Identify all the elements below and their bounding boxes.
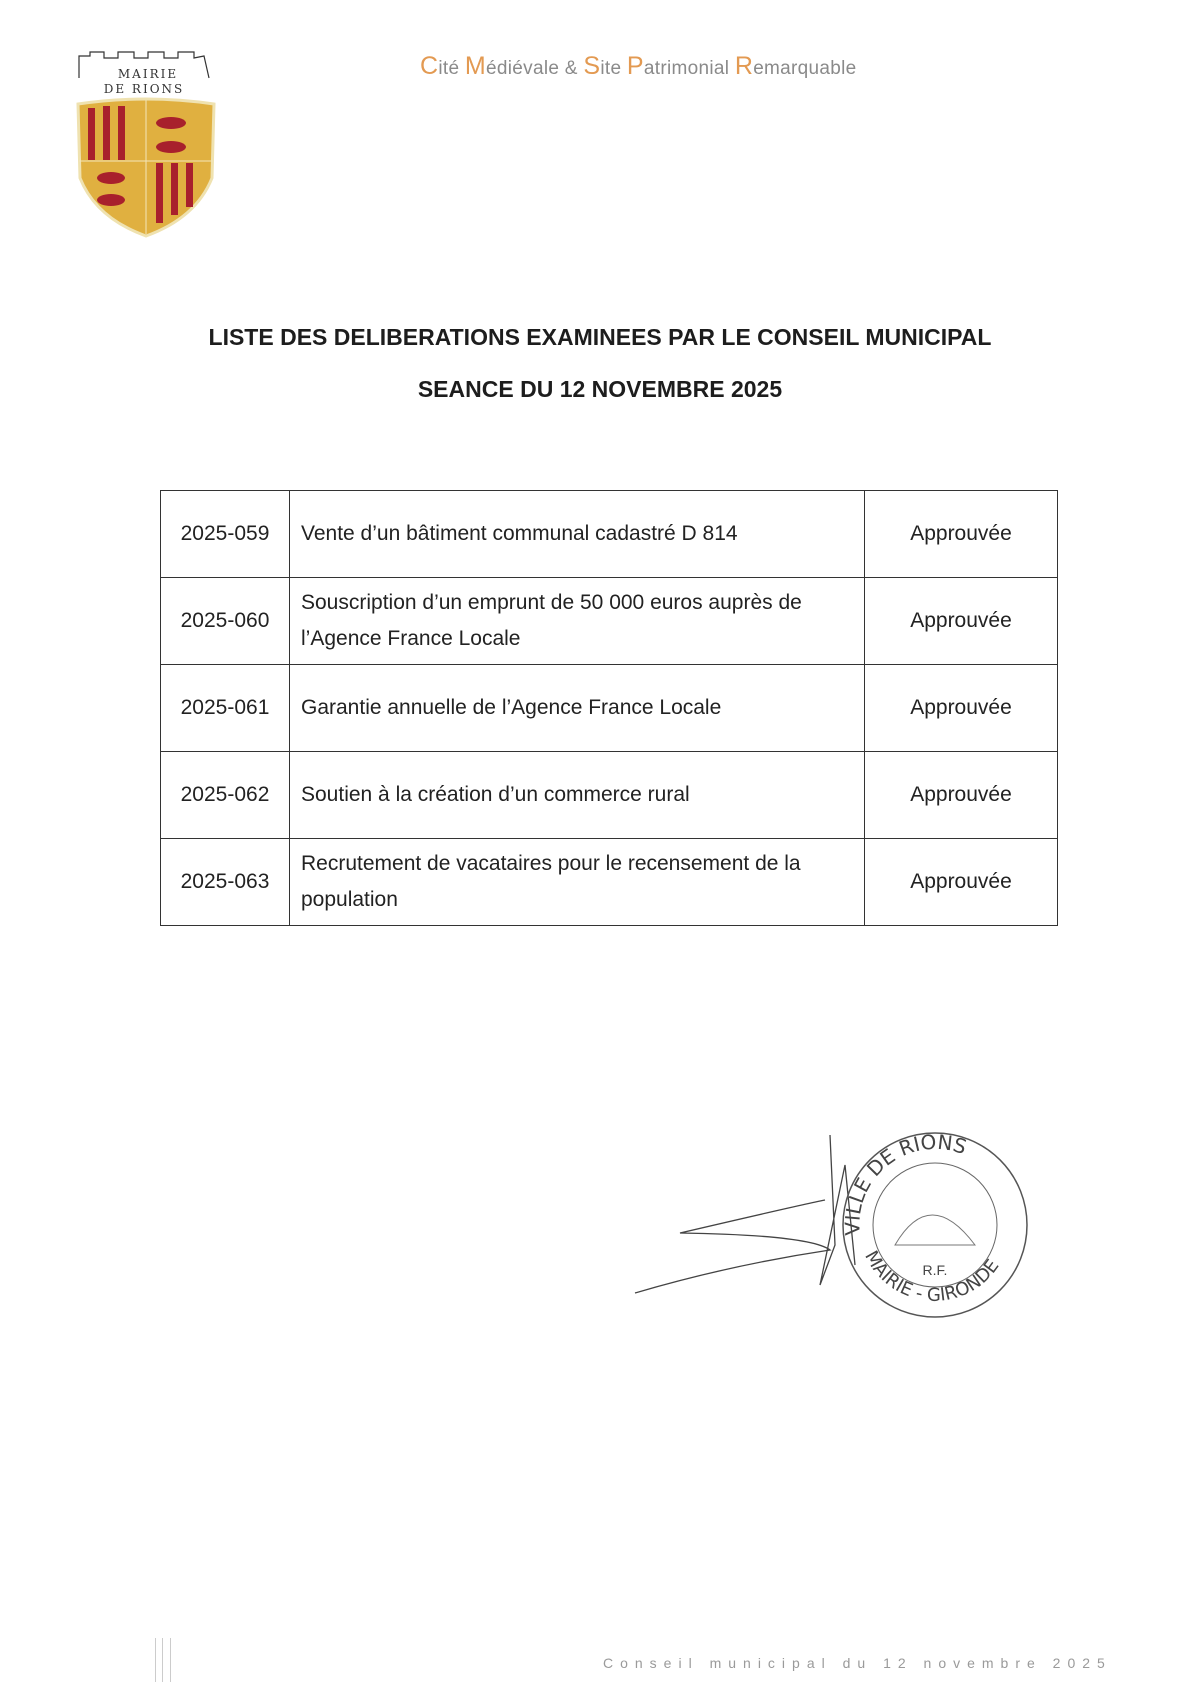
tagline-cap: S [583,52,601,80]
tagline-cap: R [734,52,754,80]
table-row [161,665,1058,752]
tagline [420,52,857,81]
document-subtitle: SEANCE DU 12 NOVEMBRE 2025 [417,376,783,402]
deliberation-status: Approuvée [865,491,1058,578]
deliberation-subject: Garantie annuelle de l’Agence France Locale [290,665,865,752]
stamp-text-top: VILLE DE RIONS [840,1129,970,1236]
tagline-part: édiévale & [486,58,584,79]
svg-text:MAIRIE: MAIRIE [117,67,179,81]
deliberation-number: 2025-061 [161,665,290,752]
deliberation-number: 2025-062 [161,752,290,839]
deliberation-number: 2025-060 [161,578,290,665]
deliberation-number: 2025-059 [161,491,290,578]
deliberations-table [160,490,1058,926]
tagline-cap: M [464,52,487,80]
deliberation-status: Approuvée [865,665,1058,752]
tagline-cap: P [626,52,644,80]
deliberation-subject: Soutien à la création d’un commerce rural [290,752,865,839]
tagline-part: emarquable [753,58,857,79]
deliberation-subject: Vente d’un bâtiment communal cadastré D 814 [290,491,865,578]
deliberation-subject: Recrutement de vacataires pour le recensement de la population [290,839,865,926]
deliberation-number: 2025-063 [161,839,290,926]
tagline-part: ité [438,58,465,79]
tagline-part: atrimonial [643,58,735,79]
deliberation-status: Approuvée [865,839,1058,926]
table-row [161,839,1058,926]
table-row [161,578,1058,665]
deliberation-status: Approuvée [865,752,1058,839]
footer-text: Conseil municipal du 12 novembre 2025 [603,1655,1112,1671]
signature-stamp [630,1125,1030,1325]
table-row [161,491,1058,578]
table-row [161,752,1058,839]
mairie-de-rions-logo [76,48,221,238]
stamp-center: R.F. [922,1262,948,1278]
stamp-text-bottom: MAIRIE - GIRONDE [860,1247,1004,1306]
deliberation-subject: Souscription d’un emprunt de 50 000 euros auprès de l’Agence France Locale [290,578,865,665]
svg-text:DE RIONS: DE RIONS [103,82,185,96]
footer-bars [155,1638,171,1682]
tagline-part: ite [600,58,627,79]
document-title: LISTE DES DELIBERATIONS EXAMINEES PAR LE CONSEIL MUNICIPAL [208,324,992,350]
tagline-cap: C [420,52,439,80]
deliberation-status: Approuvée [865,578,1058,665]
